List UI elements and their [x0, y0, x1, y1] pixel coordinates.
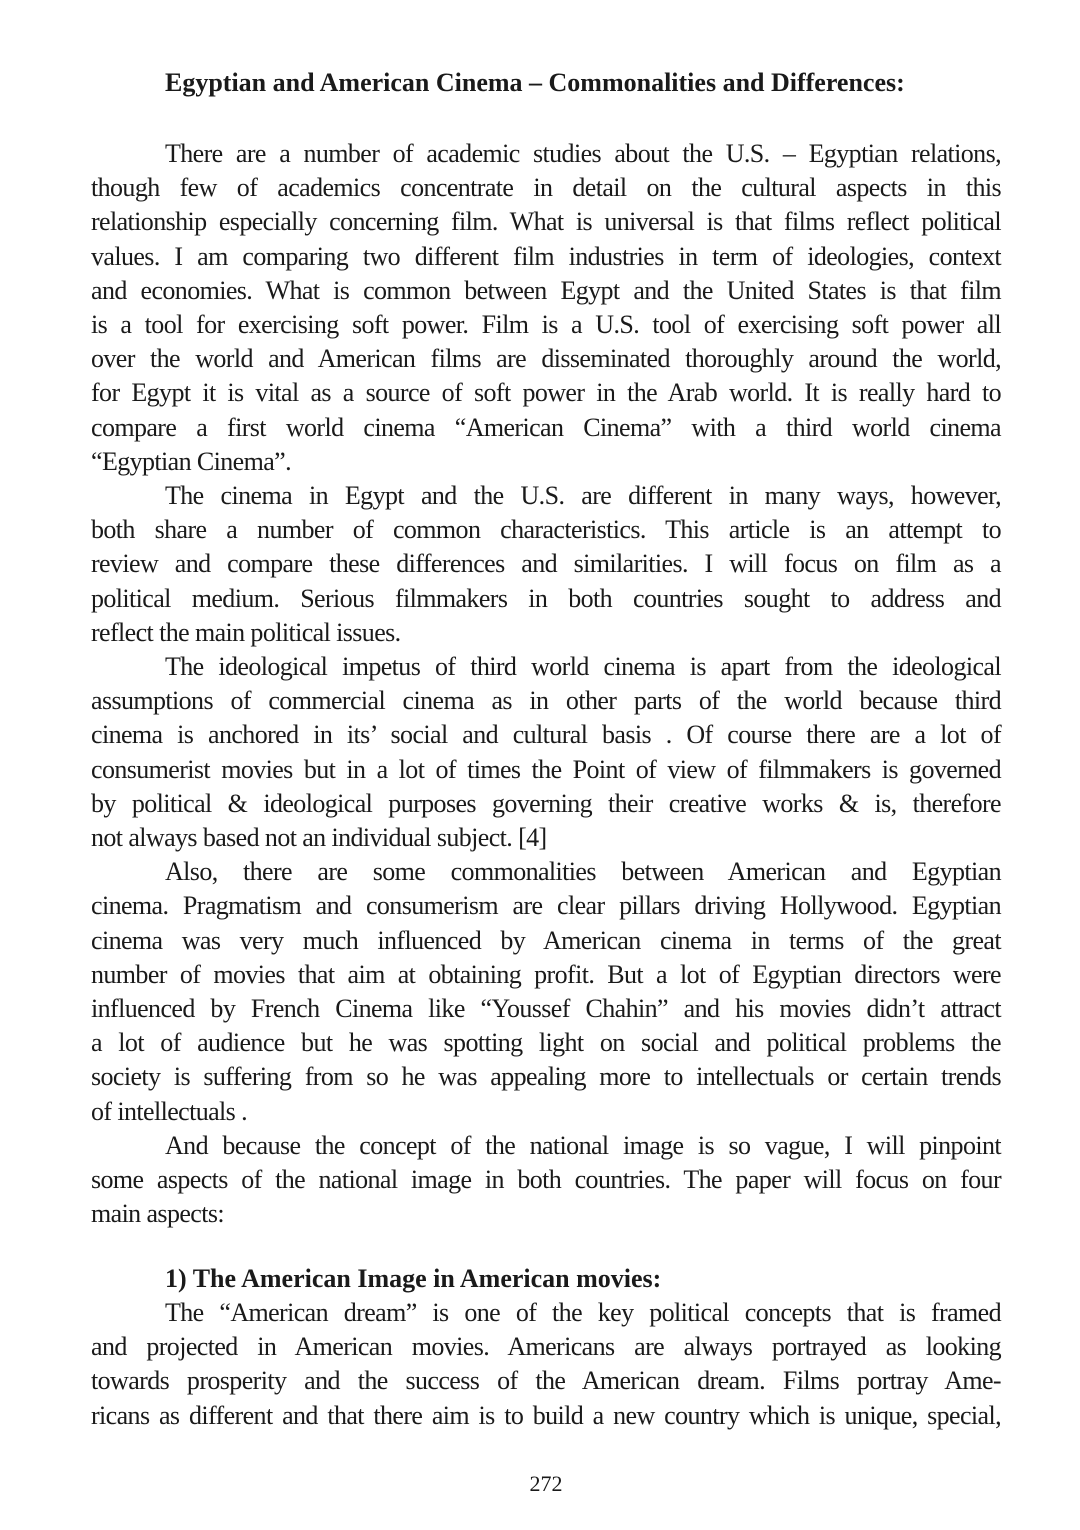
text-line: both share a number of common characteristics. This article is an attempt to — [91, 515, 1001, 545]
text-line: for Egypt it is vital as a source of soft power in the Arab world. It is really hard to — [91, 378, 1001, 408]
text-line: consumerist movies but in a lot of times the Point of view of filmmakers is governed — [91, 754, 1001, 784]
text-line: towards prosperity and the success of the American dream. Films portray Ame- — [91, 1366, 1001, 1396]
text-line: by political & ideological purposes governing their creative works & is, therefore — [91, 788, 1001, 818]
text-line: and economies. What is common between Egypt and the United States is that film — [91, 275, 1001, 305]
text-line: political medium. Serious filmmakers in both countries sought to address and — [91, 583, 1001, 613]
text-line: The cinema in Egypt and the U.S. are different in many ways, however, — [165, 481, 1001, 510]
page-title: Egyptian and American Cinema – Commonalities and Differences: — [165, 68, 905, 97]
text-line: There are a number of academic studies about the U.S. – Egyptian relations, — [165, 139, 1001, 168]
text-line: The ideological impetus of third world cinema is apart from the ideological — [165, 652, 1001, 681]
text-line: of intellectuals . — [91, 1096, 247, 1126]
page-number: 272 — [529, 1471, 563, 1496]
text-line: values. I am comparing two different film industries in term of ideologies, context — [91, 241, 1001, 271]
text-line: society is suffering from so he was appealing more to intellectuals or certain trends — [91, 1062, 1001, 1092]
text-line: Also, there are some commonalities between American and Egyptian — [165, 857, 1001, 887]
text-line: a lot of audience but he was spotting light on social and political problems the — [91, 1028, 1001, 1058]
text-line: assumptions of commercial cinema as in other parts of the world because third — [91, 686, 1001, 716]
text-line: The “American dream” is one of the key political concepts that is framed — [165, 1298, 1001, 1327]
text-line: “Egyptian Cinema”. — [91, 446, 292, 476]
text-line: over the world and American films are disseminated thoroughly around the world, — [91, 344, 1001, 374]
text-line: not always based not an individual subject. [4] — [91, 823, 547, 852]
text-line: cinema is anchored in its’ social and cultural basis . Of course there are a lot of — [91, 720, 1001, 750]
text-line: is a tool for exercising soft power. Film is a U.S. tool of exercising soft power all — [91, 310, 1001, 339]
text-line: relationship especially concerning film. What is universal is that films reflect political — [91, 207, 1001, 237]
text-line: review and compare these differences and similarities. I will focus on film as a — [91, 549, 1001, 579]
text-line: And because the concept of the national image is so vague, I will pinpoint — [165, 1130, 1001, 1160]
text-line: main aspects: — [91, 1199, 224, 1229]
text-line: cinema was very much influenced by American cinema in terms of the great — [91, 925, 1001, 955]
text-line: though few of academics concentrate in detail on the cultural aspects in this — [91, 173, 1001, 203]
text-line: cinema. Pragmatism and consumerism are clear pillars driving Hollywood. Egyptian — [91, 891, 1001, 921]
section-heading: 1) The American Image in American movies: — [165, 1264, 662, 1293]
text-line: number of movies that aim at obtaining profit. But a lot of Egyptian directors were — [91, 959, 1001, 989]
text-line: reflect the main political issues. — [91, 617, 401, 647]
text-line: and projected in American movies. Americans are always portrayed as looking — [91, 1332, 1001, 1362]
text-line: some aspects of the national image in both countries. The paper will focus on four — [91, 1165, 1001, 1194]
text-line: influenced by French Cinema like “Youssef Chahin” and his movies didn’t attract — [91, 994, 1001, 1023]
text-line: compare a first world cinema “American Cinema” with a third world cinema — [91, 412, 1001, 442]
text-line: ricans as different and that there aim is to build a new country which is unique, special, — [91, 1400, 1001, 1430]
